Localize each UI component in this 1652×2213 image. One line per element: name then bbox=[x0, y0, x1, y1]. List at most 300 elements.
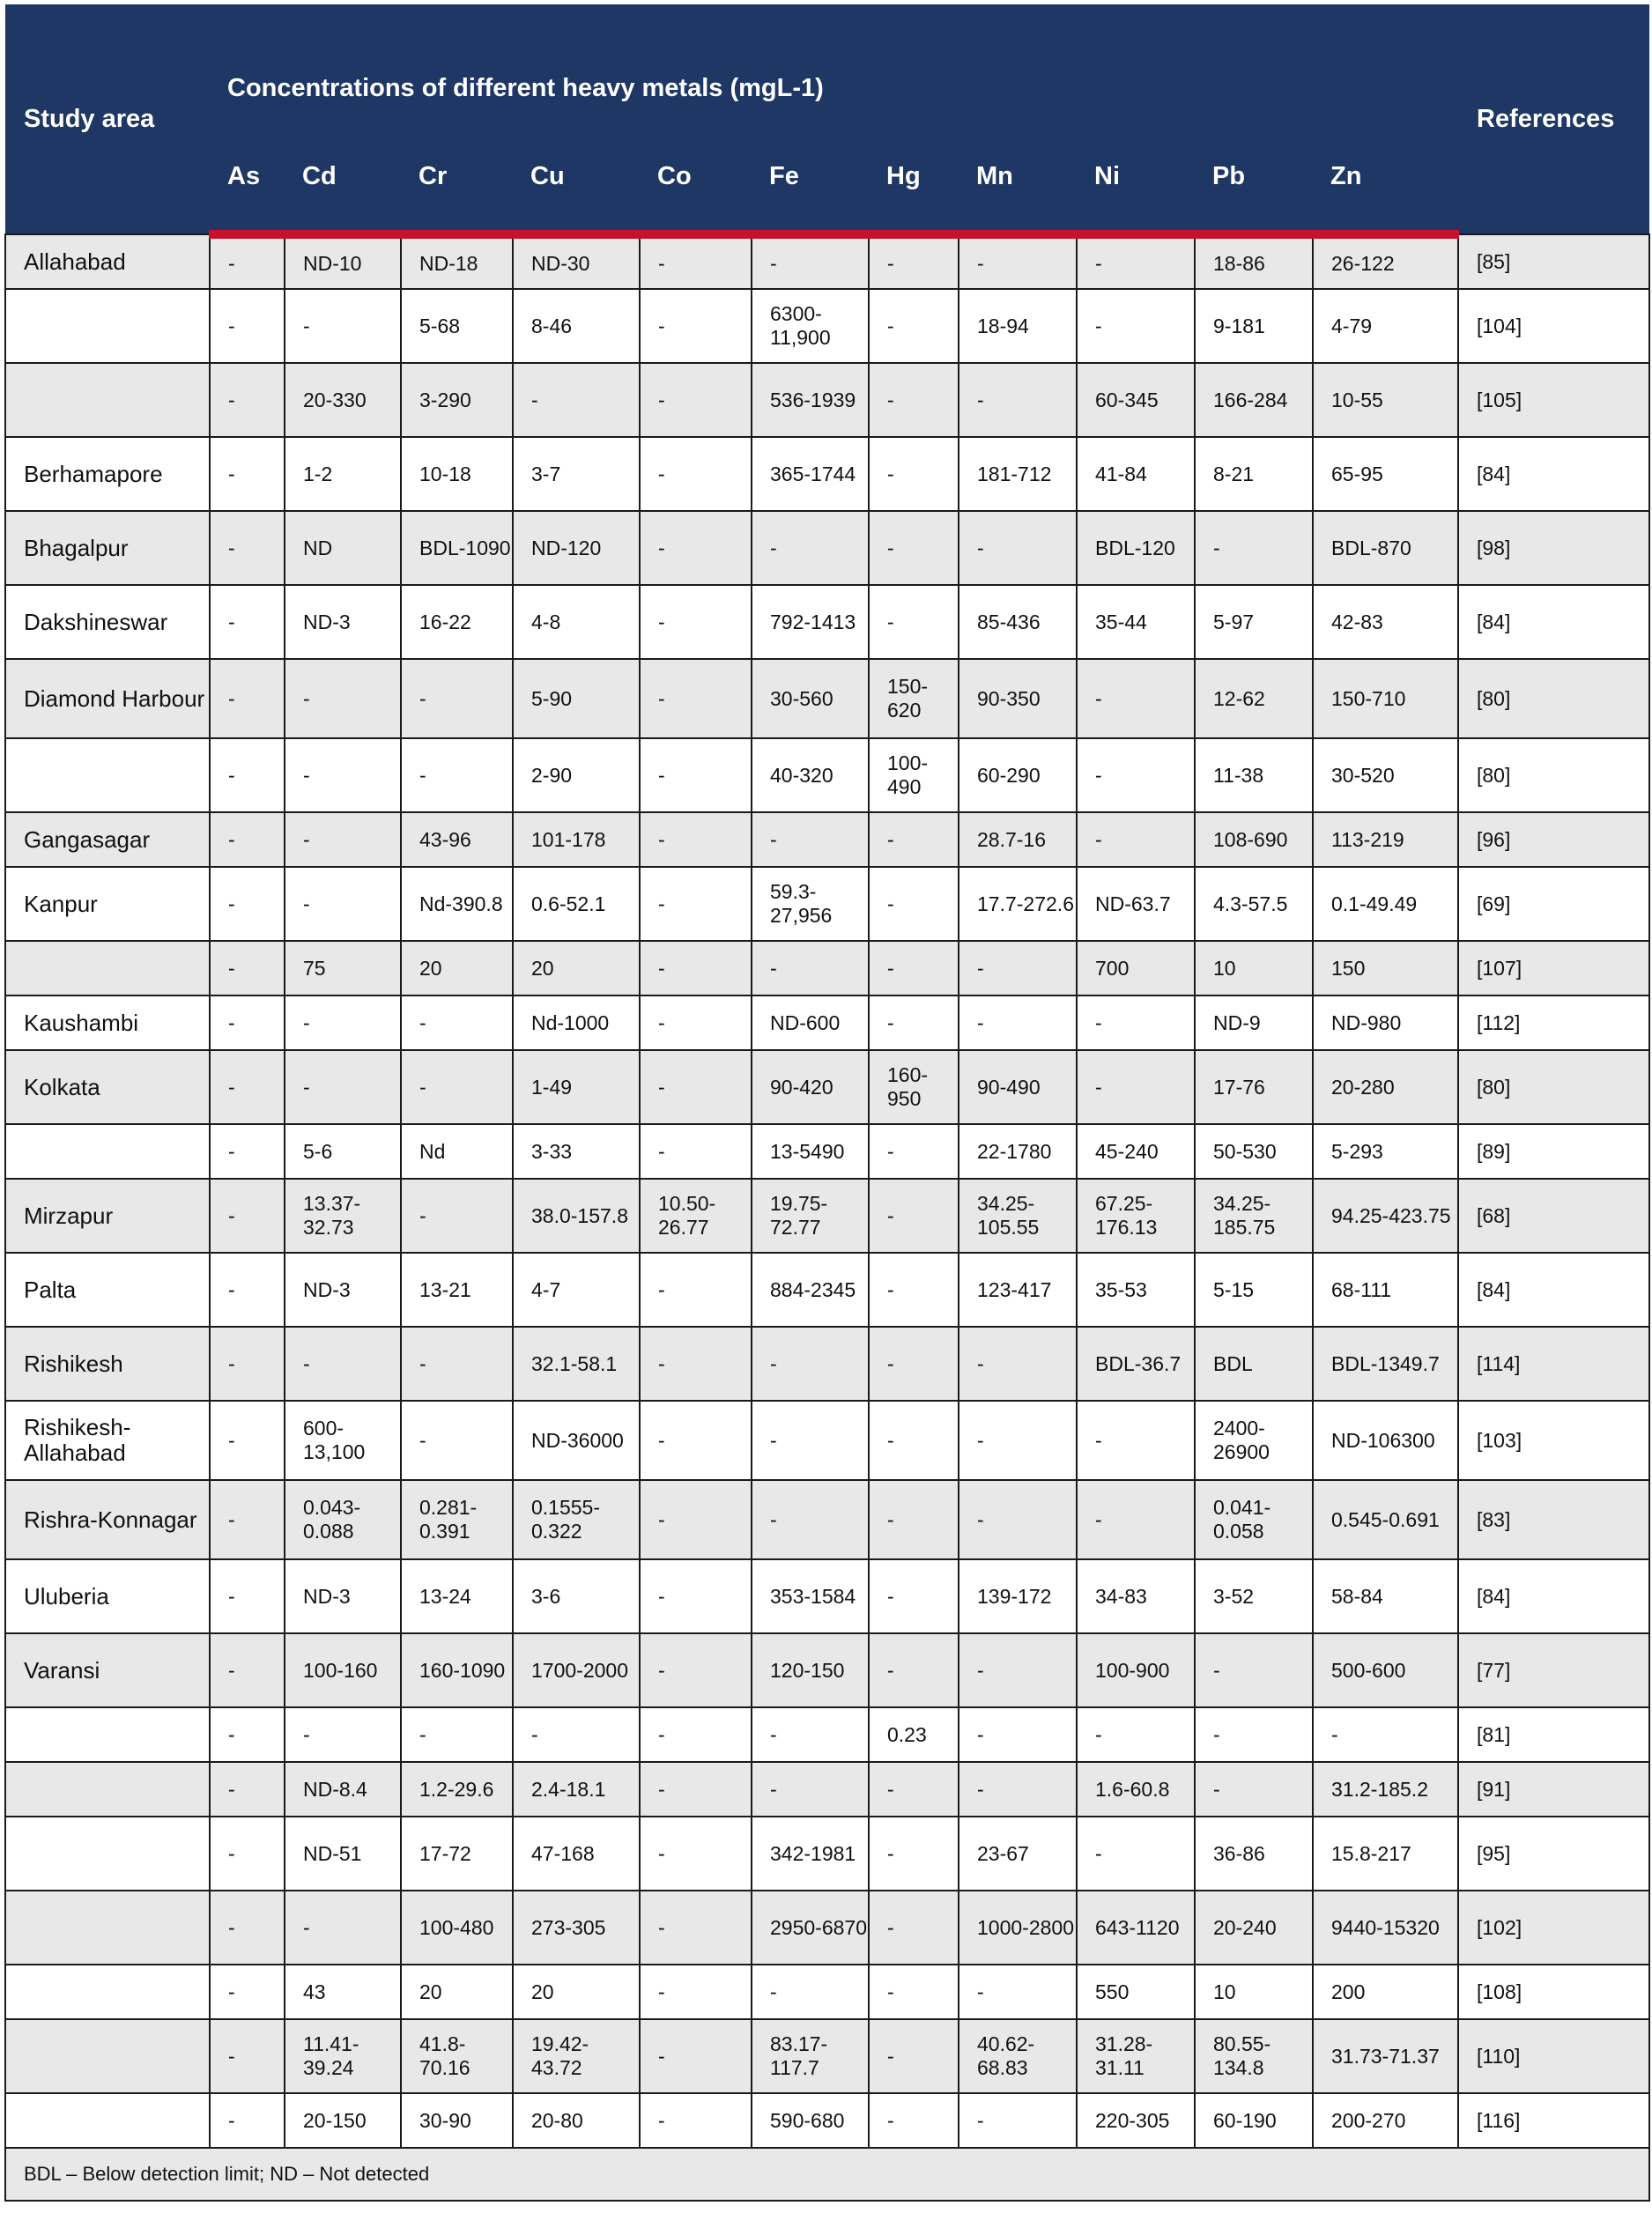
value-cell-zn: 20-280 bbox=[1313, 1050, 1458, 1124]
table-row bbox=[5, 1124, 1649, 1179]
value-cell-cu: 3-6 bbox=[513, 1559, 640, 1633]
value-cell-fe: 792-1413 bbox=[752, 585, 869, 659]
value-cell-fe: - bbox=[752, 1327, 869, 1401]
value-cell-mn: - bbox=[959, 234, 1077, 289]
value-cell-cd: 1-2 bbox=[285, 437, 401, 511]
metal-header-ni: Ni bbox=[1077, 119, 1195, 234]
reference-cell: [112] bbox=[1458, 995, 1649, 1050]
reference-cell: [105] bbox=[1458, 363, 1649, 437]
value-cell-fe: ND-600 bbox=[752, 995, 869, 1050]
study-area-cell bbox=[5, 2019, 210, 2093]
value-cell-cd: 20-330 bbox=[285, 363, 401, 437]
table-row bbox=[5, 1891, 1649, 1965]
table-body bbox=[5, 234, 1649, 2148]
value-cell-cu: ND-30 bbox=[513, 234, 640, 289]
value-cell-zn: 200 bbox=[1313, 1965, 1458, 2019]
metal-header-pb: Pb bbox=[1195, 119, 1313, 234]
value-cell-fe: 2950-6870 bbox=[752, 1891, 869, 1965]
value-cell-pb: ND-9 bbox=[1195, 995, 1313, 1050]
table-row bbox=[5, 1179, 1649, 1253]
value-cell-cd: - bbox=[285, 1707, 401, 1762]
value-cell-cu: 38.0-157.8 bbox=[513, 1179, 640, 1253]
value-cell-cu: 101-178 bbox=[513, 812, 640, 867]
value-cell-mn: 22-1780 bbox=[959, 1124, 1077, 1179]
value-cell-hg: - bbox=[869, 2019, 959, 2093]
value-cell-cr: 13-21 bbox=[401, 1253, 513, 1327]
value-cell-pb: 34.25-185.75 bbox=[1195, 1179, 1313, 1253]
value-cell-mn: 85-436 bbox=[959, 585, 1077, 659]
metal-header-cd: Cd bbox=[285, 119, 401, 234]
value-cell-cu: 0.1555-0.322 bbox=[513, 1480, 640, 1559]
study-area-cell: Mirzapur bbox=[5, 1179, 210, 1253]
value-cell-as: - bbox=[210, 1965, 285, 2019]
table-row bbox=[5, 1401, 1649, 1480]
value-cell-zn: 0.1-49.49 bbox=[1313, 867, 1458, 941]
table-row bbox=[5, 1253, 1649, 1327]
table-row bbox=[5, 738, 1649, 812]
value-cell-ni: 34-83 bbox=[1077, 1559, 1195, 1633]
reference-cell: [102] bbox=[1458, 1891, 1649, 1965]
study-area-cell: Diamond Harbour bbox=[5, 659, 210, 738]
value-cell-pb: 2400-26900 bbox=[1195, 1401, 1313, 1480]
value-cell-mn: - bbox=[959, 1965, 1077, 2019]
value-cell-co: - bbox=[640, 511, 752, 585]
value-cell-cu: ND-36000 bbox=[513, 1401, 640, 1480]
value-cell-ni: 220-305 bbox=[1077, 2093, 1195, 2148]
value-cell-cu: 20 bbox=[513, 941, 640, 995]
value-cell-hg: 150-620 bbox=[869, 659, 959, 738]
value-cell-cd: - bbox=[285, 867, 401, 941]
reference-cell: [107] bbox=[1458, 941, 1649, 995]
value-cell-zn: 30-520 bbox=[1313, 738, 1458, 812]
value-cell-pb: 10 bbox=[1195, 941, 1313, 995]
value-cell-co: - bbox=[640, 1891, 752, 1965]
value-cell-mn: - bbox=[959, 511, 1077, 585]
study-area-cell: Varansi bbox=[5, 1633, 210, 1707]
value-cell-cd: ND-8.4 bbox=[285, 1762, 401, 1817]
value-cell-ni: 700 bbox=[1077, 941, 1195, 995]
value-cell-hg: - bbox=[869, 1401, 959, 1480]
value-cell-cr: Nd-390.8 bbox=[401, 867, 513, 941]
study-area-cell: Berhamapore bbox=[5, 437, 210, 511]
value-cell-as: - bbox=[210, 941, 285, 995]
metal-header-zn: Zn bbox=[1313, 119, 1458, 234]
table-row bbox=[5, 1480, 1649, 1559]
value-cell-mn: 90-350 bbox=[959, 659, 1077, 738]
reference-cell: [89] bbox=[1458, 1124, 1649, 1179]
value-cell-cr: - bbox=[401, 1179, 513, 1253]
value-cell-co: - bbox=[640, 1124, 752, 1179]
value-cell-zn: 9440-15320 bbox=[1313, 1891, 1458, 1965]
value-cell-pb: 5-97 bbox=[1195, 585, 1313, 659]
value-cell-ni: 100-900 bbox=[1077, 1633, 1195, 1707]
value-cell-hg: 160-950 bbox=[869, 1050, 959, 1124]
concentrations-group-header: Concentrations of different heavy metals (mgL-1) bbox=[210, 4, 1458, 119]
value-cell-cr: 30-90 bbox=[401, 2093, 513, 2148]
value-cell-cd: 0.043-0.088 bbox=[285, 1480, 401, 1559]
value-cell-co: - bbox=[640, 289, 752, 363]
value-cell-ni: - bbox=[1077, 738, 1195, 812]
value-cell-cd: ND-3 bbox=[285, 1559, 401, 1633]
value-cell-zn: 31.2-185.2 bbox=[1313, 1762, 1458, 1817]
value-cell-cd: - bbox=[285, 738, 401, 812]
value-cell-cd: 20-150 bbox=[285, 2093, 401, 2148]
value-cell-cr: 17-72 bbox=[401, 1817, 513, 1891]
value-cell-mn: 17.7-272.6 bbox=[959, 867, 1077, 941]
value-cell-hg: - bbox=[869, 1633, 959, 1707]
study-area-cell: Allahabad bbox=[5, 234, 210, 289]
value-cell-as: - bbox=[210, 585, 285, 659]
value-cell-fe: - bbox=[752, 812, 869, 867]
value-cell-mn: 40.62-68.83 bbox=[959, 2019, 1077, 2093]
study-area-cell: Palta bbox=[5, 1253, 210, 1327]
value-cell-fe: 590-680 bbox=[752, 2093, 869, 2148]
reference-cell: [77] bbox=[1458, 1633, 1649, 1707]
value-cell-pb: 108-690 bbox=[1195, 812, 1313, 867]
value-cell-as: - bbox=[210, 2093, 285, 2148]
value-cell-mn: 181-712 bbox=[959, 437, 1077, 511]
value-cell-zn: 200-270 bbox=[1313, 2093, 1458, 2148]
study-area-cell bbox=[5, 1707, 210, 1762]
value-cell-hg: - bbox=[869, 1124, 959, 1179]
value-cell-cr: - bbox=[401, 1050, 513, 1124]
value-cell-pb: 4.3-57.5 bbox=[1195, 867, 1313, 941]
value-cell-co: - bbox=[640, 2093, 752, 2148]
value-cell-cr: 20 bbox=[401, 1965, 513, 2019]
value-cell-zn: 68-111 bbox=[1313, 1253, 1458, 1327]
value-cell-as: - bbox=[210, 511, 285, 585]
value-cell-ni: 550 bbox=[1077, 1965, 1195, 2019]
value-cell-as: - bbox=[210, 1633, 285, 1707]
reference-cell: [83] bbox=[1458, 1480, 1649, 1559]
table-row bbox=[5, 1762, 1649, 1817]
value-cell-fe: 30-560 bbox=[752, 659, 869, 738]
value-cell-co: - bbox=[640, 659, 752, 738]
value-cell-cr: - bbox=[401, 1327, 513, 1401]
value-cell-co: - bbox=[640, 1050, 752, 1124]
value-cell-pb: 5-15 bbox=[1195, 1253, 1313, 1327]
value-cell-hg: - bbox=[869, 437, 959, 511]
value-cell-ni: - bbox=[1077, 659, 1195, 738]
value-cell-mn: - bbox=[959, 1707, 1077, 1762]
table-row bbox=[5, 659, 1649, 738]
study-area-cell: Kanpur bbox=[5, 867, 210, 941]
value-cell-fe: 365-1744 bbox=[752, 437, 869, 511]
value-cell-co: - bbox=[640, 1707, 752, 1762]
value-cell-pb: 36-86 bbox=[1195, 1817, 1313, 1891]
value-cell-cr: 160-1090 bbox=[401, 1633, 513, 1707]
value-cell-cu: 47-168 bbox=[513, 1817, 640, 1891]
study-area-header: Study area bbox=[5, 4, 210, 234]
value-cell-cr: 0.281-0.391 bbox=[401, 1480, 513, 1559]
reference-cell: [98] bbox=[1458, 511, 1649, 585]
metal-header-fe: Fe bbox=[752, 119, 869, 234]
table-row bbox=[5, 1559, 1649, 1633]
value-cell-mn: - bbox=[959, 1327, 1077, 1401]
value-cell-zn: 500-600 bbox=[1313, 1633, 1458, 1707]
value-cell-hg: - bbox=[869, 995, 959, 1050]
value-cell-co: - bbox=[640, 1817, 752, 1891]
metal-header-as: As bbox=[210, 119, 285, 234]
value-cell-co: - bbox=[640, 1559, 752, 1633]
reference-cell: [80] bbox=[1458, 659, 1649, 738]
reference-cell: [91] bbox=[1458, 1762, 1649, 1817]
value-cell-cu: - bbox=[513, 1707, 640, 1762]
value-cell-zn: ND-980 bbox=[1313, 995, 1458, 1050]
value-cell-pb: 17-76 bbox=[1195, 1050, 1313, 1124]
table-row bbox=[5, 2019, 1649, 2093]
value-cell-fe: - bbox=[752, 1707, 869, 1762]
value-cell-ni: - bbox=[1077, 234, 1195, 289]
value-cell-pb: - bbox=[1195, 511, 1313, 585]
value-cell-zn: 0.545-0.691 bbox=[1313, 1480, 1458, 1559]
value-cell-cu: - bbox=[513, 363, 640, 437]
study-area-cell bbox=[5, 1891, 210, 1965]
value-cell-as: - bbox=[210, 1050, 285, 1124]
value-cell-fe: - bbox=[752, 1401, 869, 1480]
value-cell-mn: 90-490 bbox=[959, 1050, 1077, 1124]
reference-cell: [84] bbox=[1458, 585, 1649, 659]
value-cell-fe: 536-1939 bbox=[752, 363, 869, 437]
value-cell-cd: ND-3 bbox=[285, 1253, 401, 1327]
value-cell-hg: - bbox=[869, 1965, 959, 2019]
study-area-cell bbox=[5, 289, 210, 363]
metal-header-row bbox=[5, 119, 1649, 234]
value-cell-cu: 2-90 bbox=[513, 738, 640, 812]
value-cell-cu: 1-49 bbox=[513, 1050, 640, 1124]
reference-cell: [110] bbox=[1458, 2019, 1649, 2093]
value-cell-pb: 166-284 bbox=[1195, 363, 1313, 437]
value-cell-as: - bbox=[210, 1559, 285, 1633]
value-cell-as: - bbox=[210, 738, 285, 812]
value-cell-fe: 83.17-117.7 bbox=[752, 2019, 869, 2093]
table-row bbox=[5, 995, 1649, 1050]
value-cell-pb: - bbox=[1195, 1762, 1313, 1817]
value-cell-hg: 0.23 bbox=[869, 1707, 959, 1762]
value-cell-cu: 2.4-18.1 bbox=[513, 1762, 640, 1817]
value-cell-mn: 139-172 bbox=[959, 1559, 1077, 1633]
value-cell-cr: 100-480 bbox=[401, 1891, 513, 1965]
value-cell-as: - bbox=[210, 995, 285, 1050]
reference-cell: [80] bbox=[1458, 738, 1649, 812]
value-cell-hg: - bbox=[869, 2093, 959, 2148]
value-cell-cr: Nd bbox=[401, 1124, 513, 1179]
value-cell-mn: 18-94 bbox=[959, 289, 1077, 363]
value-cell-pb: 80.55-134.8 bbox=[1195, 2019, 1313, 2093]
value-cell-hg: - bbox=[869, 941, 959, 995]
value-cell-cd: 75 bbox=[285, 941, 401, 995]
value-cell-cr: 16-22 bbox=[401, 585, 513, 659]
reference-cell: [103] bbox=[1458, 1401, 1649, 1480]
value-cell-ni: 41-84 bbox=[1077, 437, 1195, 511]
value-cell-cd: 13.37-32.73 bbox=[285, 1179, 401, 1253]
value-cell-cd: - bbox=[285, 1050, 401, 1124]
value-cell-ni: - bbox=[1077, 1401, 1195, 1480]
value-cell-as: - bbox=[210, 1891, 285, 1965]
value-cell-co: - bbox=[640, 1633, 752, 1707]
value-cell-as: - bbox=[210, 1253, 285, 1327]
value-cell-mn: 1000-2800 bbox=[959, 1891, 1077, 1965]
value-cell-ni: 67.25-176.13 bbox=[1077, 1179, 1195, 1253]
reference-cell: [80] bbox=[1458, 1050, 1649, 1124]
study-area-cell bbox=[5, 363, 210, 437]
value-cell-zn: 150 bbox=[1313, 941, 1458, 995]
value-cell-cr: 5-68 bbox=[401, 289, 513, 363]
value-cell-cu: 8-46 bbox=[513, 289, 640, 363]
value-cell-cr: 3-290 bbox=[401, 363, 513, 437]
table-row bbox=[5, 1327, 1649, 1401]
value-cell-hg: - bbox=[869, 363, 959, 437]
table-row bbox=[5, 1817, 1649, 1891]
reference-cell: [114] bbox=[1458, 1327, 1649, 1401]
value-cell-cr: - bbox=[401, 995, 513, 1050]
value-cell-fe: 19.75-72.77 bbox=[752, 1179, 869, 1253]
value-cell-fe: 13-5490 bbox=[752, 1124, 869, 1179]
value-cell-ni: 60-345 bbox=[1077, 363, 1195, 437]
table-row bbox=[5, 1707, 1649, 1762]
table-row bbox=[5, 2093, 1649, 2148]
reference-cell: [84] bbox=[1458, 1253, 1649, 1327]
value-cell-cd: - bbox=[285, 812, 401, 867]
value-cell-mn: - bbox=[959, 1633, 1077, 1707]
value-cell-pb: 10 bbox=[1195, 1965, 1313, 2019]
value-cell-fe: - bbox=[752, 1965, 869, 2019]
value-cell-mn: 23-67 bbox=[959, 1817, 1077, 1891]
value-cell-cd: 43 bbox=[285, 1965, 401, 2019]
study-area-cell: Rishra-Konnagar bbox=[5, 1480, 210, 1559]
value-cell-hg: - bbox=[869, 1817, 959, 1891]
value-cell-cd: ND bbox=[285, 511, 401, 585]
table-row bbox=[5, 867, 1649, 941]
value-cell-fe: - bbox=[752, 1762, 869, 1817]
study-area-cell: Kaushambi bbox=[5, 995, 210, 1050]
value-cell-hg: - bbox=[869, 585, 959, 659]
study-area-cell bbox=[5, 1965, 210, 2019]
value-cell-co: - bbox=[640, 437, 752, 511]
table-row bbox=[5, 437, 1649, 511]
value-cell-cr: BDL-1090 bbox=[401, 511, 513, 585]
reference-cell: [104] bbox=[1458, 289, 1649, 363]
value-cell-zn: ND-106300 bbox=[1313, 1401, 1458, 1480]
value-cell-cr: ND-18 bbox=[401, 234, 513, 289]
value-cell-cd: - bbox=[285, 995, 401, 1050]
metal-header-cu: Cu bbox=[513, 119, 640, 234]
metal-header-mn: Mn bbox=[959, 119, 1077, 234]
heavy-metals-table bbox=[4, 4, 1650, 2202]
value-cell-ni: BDL-120 bbox=[1077, 511, 1195, 585]
value-cell-zn: 15.8-217 bbox=[1313, 1817, 1458, 1891]
value-cell-fe: 120-150 bbox=[752, 1633, 869, 1707]
value-cell-fe: 59.3-27,956 bbox=[752, 867, 869, 941]
value-cell-hg: - bbox=[869, 1559, 959, 1633]
value-cell-mn: 60-290 bbox=[959, 738, 1077, 812]
value-cell-hg: - bbox=[869, 1179, 959, 1253]
value-cell-cr: - bbox=[401, 1707, 513, 1762]
value-cell-cr: 1.2-29.6 bbox=[401, 1762, 513, 1817]
value-cell-zn: 31.73-71.37 bbox=[1313, 2019, 1458, 2093]
table-row bbox=[5, 234, 1649, 289]
value-cell-cd: 600-13,100 bbox=[285, 1401, 401, 1480]
value-cell-co: - bbox=[640, 234, 752, 289]
table-row bbox=[5, 941, 1649, 995]
value-cell-cr: - bbox=[401, 738, 513, 812]
value-cell-ni: - bbox=[1077, 289, 1195, 363]
study-area-cell: Gangasagar bbox=[5, 812, 210, 867]
study-area-cell: Rishikesh-Allahabad bbox=[5, 1401, 210, 1480]
value-cell-mn: - bbox=[959, 995, 1077, 1050]
value-cell-cd: 100-160 bbox=[285, 1633, 401, 1707]
value-cell-ni: 1.6-60.8 bbox=[1077, 1762, 1195, 1817]
reference-cell: [84] bbox=[1458, 437, 1649, 511]
value-cell-cu: 0.6-52.1 bbox=[513, 867, 640, 941]
value-cell-as: - bbox=[210, 1124, 285, 1179]
value-cell-fe: - bbox=[752, 234, 869, 289]
value-cell-co: - bbox=[640, 1327, 752, 1401]
value-cell-pb: 18-86 bbox=[1195, 234, 1313, 289]
reference-cell: [108] bbox=[1458, 1965, 1649, 2019]
table-header bbox=[5, 4, 1649, 234]
value-cell-cd: 11.41-39.24 bbox=[285, 2019, 401, 2093]
value-cell-ni: - bbox=[1077, 995, 1195, 1050]
table-row bbox=[5, 1965, 1649, 2019]
value-cell-hg: - bbox=[869, 289, 959, 363]
value-cell-zn: 42-83 bbox=[1313, 585, 1458, 659]
table-row bbox=[5, 511, 1649, 585]
value-cell-cu: 20 bbox=[513, 1965, 640, 2019]
value-cell-cu: 32.1-58.1 bbox=[513, 1327, 640, 1401]
value-cell-zn: BDL-870 bbox=[1313, 511, 1458, 585]
value-cell-zn: BDL-1349.7 bbox=[1313, 1327, 1458, 1401]
value-cell-co: - bbox=[640, 941, 752, 995]
value-cell-ni: BDL-36.7 bbox=[1077, 1327, 1195, 1401]
value-cell-hg: - bbox=[869, 1762, 959, 1817]
value-cell-as: - bbox=[210, 1707, 285, 1762]
value-cell-as: - bbox=[210, 867, 285, 941]
value-cell-cu: 5-90 bbox=[513, 659, 640, 738]
value-cell-fe: - bbox=[752, 511, 869, 585]
value-cell-cd: - bbox=[285, 1327, 401, 1401]
study-area-cell: Bhagalpur bbox=[5, 511, 210, 585]
value-cell-cu: ND-120 bbox=[513, 511, 640, 585]
value-cell-co: 10.50-26.77 bbox=[640, 1179, 752, 1253]
value-cell-ni: 643-1120 bbox=[1077, 1891, 1195, 1965]
value-cell-cr: 13-24 bbox=[401, 1559, 513, 1633]
reference-cell: [85] bbox=[1458, 234, 1649, 289]
metal-header-cr: Cr bbox=[401, 119, 513, 234]
value-cell-as: - bbox=[210, 1762, 285, 1817]
value-cell-ni: ND-63.7 bbox=[1077, 867, 1195, 941]
value-cell-as: - bbox=[210, 234, 285, 289]
study-area-cell: Kolkata bbox=[5, 1050, 210, 1124]
value-cell-ni: - bbox=[1077, 1707, 1195, 1762]
value-cell-ni: - bbox=[1077, 1817, 1195, 1891]
value-cell-ni: 45-240 bbox=[1077, 1124, 1195, 1179]
value-cell-as: - bbox=[210, 1327, 285, 1401]
value-cell-ni: 31.28-31.11 bbox=[1077, 2019, 1195, 2093]
table-footer bbox=[5, 2148, 1649, 2201]
value-cell-mn: - bbox=[959, 1401, 1077, 1480]
metal-header-hg: Hg bbox=[869, 119, 959, 234]
study-area-cell bbox=[5, 941, 210, 995]
value-cell-fe: 40-320 bbox=[752, 738, 869, 812]
value-cell-zn: 94.25-423.75 bbox=[1313, 1179, 1458, 1253]
value-cell-cd: - bbox=[285, 1891, 401, 1965]
study-area-cell bbox=[5, 738, 210, 812]
value-cell-mn: - bbox=[959, 941, 1077, 995]
value-cell-pb: 12-62 bbox=[1195, 659, 1313, 738]
references-header: References bbox=[1458, 4, 1649, 234]
value-cell-pb: 9-181 bbox=[1195, 289, 1313, 363]
